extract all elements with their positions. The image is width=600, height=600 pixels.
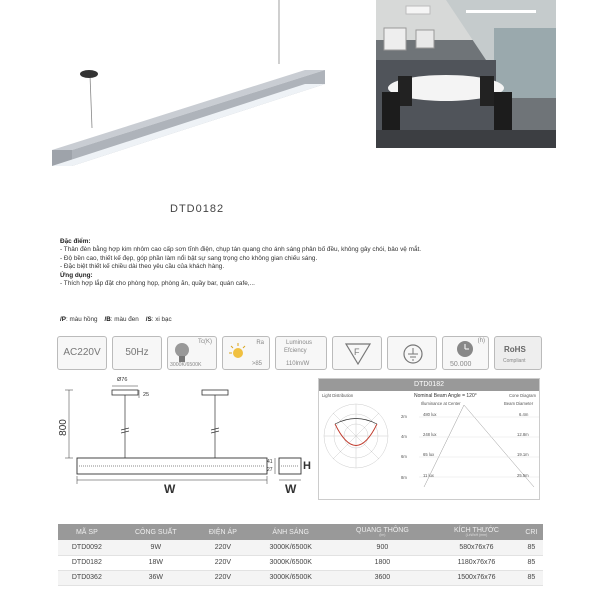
usage-heading: Ứng dụng: [60,271,93,279]
ld-row-diameter: 12.8m [517,432,529,437]
ground-icon [402,343,424,365]
ld-row-lux: 248 lux [423,432,437,437]
clock-icon [455,339,475,359]
ld-right-label: Cone Diagram [509,393,536,398]
ld-row-diameter: 25.5m [517,473,529,478]
color-text-s: : xi bạc [151,316,172,323]
ground-badge [387,336,437,370]
efficiency-line2: Efciency [284,348,307,354]
polar-diagram [321,401,391,471]
feature-item: - Đặc biệt thiết kế chiều dài theo yêu cầu của khách hàng. [60,263,225,271]
efficiency-line1: Luminous [286,340,313,346]
lifetime-unit: (h) [477,338,485,344]
features-section [60,238,460,288]
color-text-p: : màu hồng [65,316,98,323]
ld-row-lux: 480 lux [423,412,437,417]
efficiency-value: 110lm/W [286,361,310,367]
cri-badge [222,336,270,370]
dim-41: 41 [267,459,273,465]
sun-icon [228,342,248,362]
spec-table [58,524,543,586]
light-distribution-panel [318,378,540,500]
table-cell: DTD0182 [58,555,116,570]
col-header-sub: (lm) [379,533,386,537]
usage-item: - Thích hợp lắp đặt cho phòng họp, phòng ăn, quầy bar, quán cafe,... [60,280,255,288]
col-header: CÔNG SUẤT [116,524,196,540]
feature-item: - Thân đèn bằng hợp kim nhôm cao cấp sơn tĩnh điện, chụp tán quang cho ánh sáng phân bố đều, không gây chói, bảo vệ mắt. [60,246,422,254]
ld-row-height: 2m [401,414,407,419]
ld-row-height: 6m [401,454,407,459]
table-cell: 9W [116,540,196,555]
col-header-lumen [332,524,434,540]
ld-row-height: 4m [401,434,407,439]
voltage-text: AC220V [63,347,101,358]
voltage-badge [57,336,107,370]
spec-icons-row [57,336,542,376]
lifetime-value: 50.000 [450,361,472,368]
rohs-badge [494,336,542,370]
col-header-sub: (LxWxH (mm) [465,533,488,537]
ld-title: DTD0182 [319,379,539,391]
rohs-text: RoHS [504,345,526,354]
table-cell: 1500x76x76 [433,570,520,585]
dim-w-label: W [164,482,176,496]
table-cell: 3000K/6500K [250,540,332,555]
col-header-text: QUANG THÔNG [356,527,409,534]
dimension-drawing [57,378,322,500]
col-header: ĐIỆN ÁP [196,524,250,540]
color-temp-badge [167,336,217,370]
dim-800: 800 [57,419,69,436]
ld-row-lux: 65 lux [423,452,435,457]
table-cell: DTD0362 [58,570,116,585]
ld-row-lux: 11 lux [423,473,434,478]
dim-w2-label: W [285,482,297,496]
frequency-badge [112,336,162,370]
table-row [58,540,543,555]
color-legend [60,316,172,323]
col-left-label: Illuminance at Center [421,401,461,406]
col-header: CRI [520,524,543,540]
table-cell: 1180x76x76 [433,555,520,570]
bulb-icon [173,342,191,364]
ld-row-diameter: 6.4m [519,412,529,417]
table-cell: 85 [520,555,543,570]
color-code-b: /B [104,316,111,323]
table-cell: 3600 [332,570,434,585]
tc-value: 3000K/6500K [170,362,202,368]
table-cell: 3000K/6500K [250,570,332,585]
table-cell: 36W [116,570,196,585]
table-cell: 85 [520,570,543,585]
lifetime-badge [442,336,489,370]
feature-item: - Độ bền cao, thiết kế đẹp, góp phần làm nổi bật sự sang trọng cho không gian chiếu sáng. [60,254,318,262]
col-header: ÁNH SÁNG [250,524,332,540]
col-header-text: KÍCH THƯỚC [454,527,499,534]
color-text-b: : màu đen [110,316,139,323]
svg-text:F: F [354,347,360,357]
table-cell: 220V [196,540,250,555]
table-cell: 18W [116,555,196,570]
table-cell: 85 [520,540,543,555]
table-row [58,555,543,570]
ld-row-height: 8m [401,475,407,480]
meeting-room-photo [376,0,556,148]
features-heading: Đặc điểm: [60,238,91,245]
f-mark-badge [332,336,382,370]
ld-left-label: Light Distribution [322,393,354,398]
table-cell: DTD0092 [58,540,116,555]
frequency-text: 50Hz [125,347,149,358]
rohs-compliant: Compliant [503,358,526,364]
dim-diameter: Ø76 [117,377,128,383]
ra-value: >85 [251,361,262,367]
color-code-p: /P [60,316,66,323]
f-mark-icon [344,342,372,366]
col-header: MÃ SP [58,524,116,540]
ld-row-diameter: 19.1m [517,452,529,457]
table-row [58,570,543,585]
table-cell: 580x76x76 [433,540,520,555]
table-cell: 900 [332,540,434,555]
col-right-label: Beam Diameter [504,401,534,406]
table-cell: 1800 [332,555,434,570]
dim-27: 27 [267,467,273,473]
table-cell: 3000K/6500K [250,555,332,570]
product-lamp-image [0,0,370,200]
color-code-s: /S [145,316,152,323]
col-header-size [433,524,520,540]
beam-angle: Nominal Beam Angle = 120° [414,393,477,399]
ra-label: Ra [256,340,264,346]
dim-25: 25 [143,392,150,398]
table-header-row [58,524,543,540]
table-cell: 220V [196,555,250,570]
efficiency-badge [275,336,327,370]
tc-label: Tc(K) [198,339,212,345]
dim-h-label: H [303,460,311,472]
table-cell: 220V [196,570,250,585]
model-title: DTD0182 [170,203,225,215]
